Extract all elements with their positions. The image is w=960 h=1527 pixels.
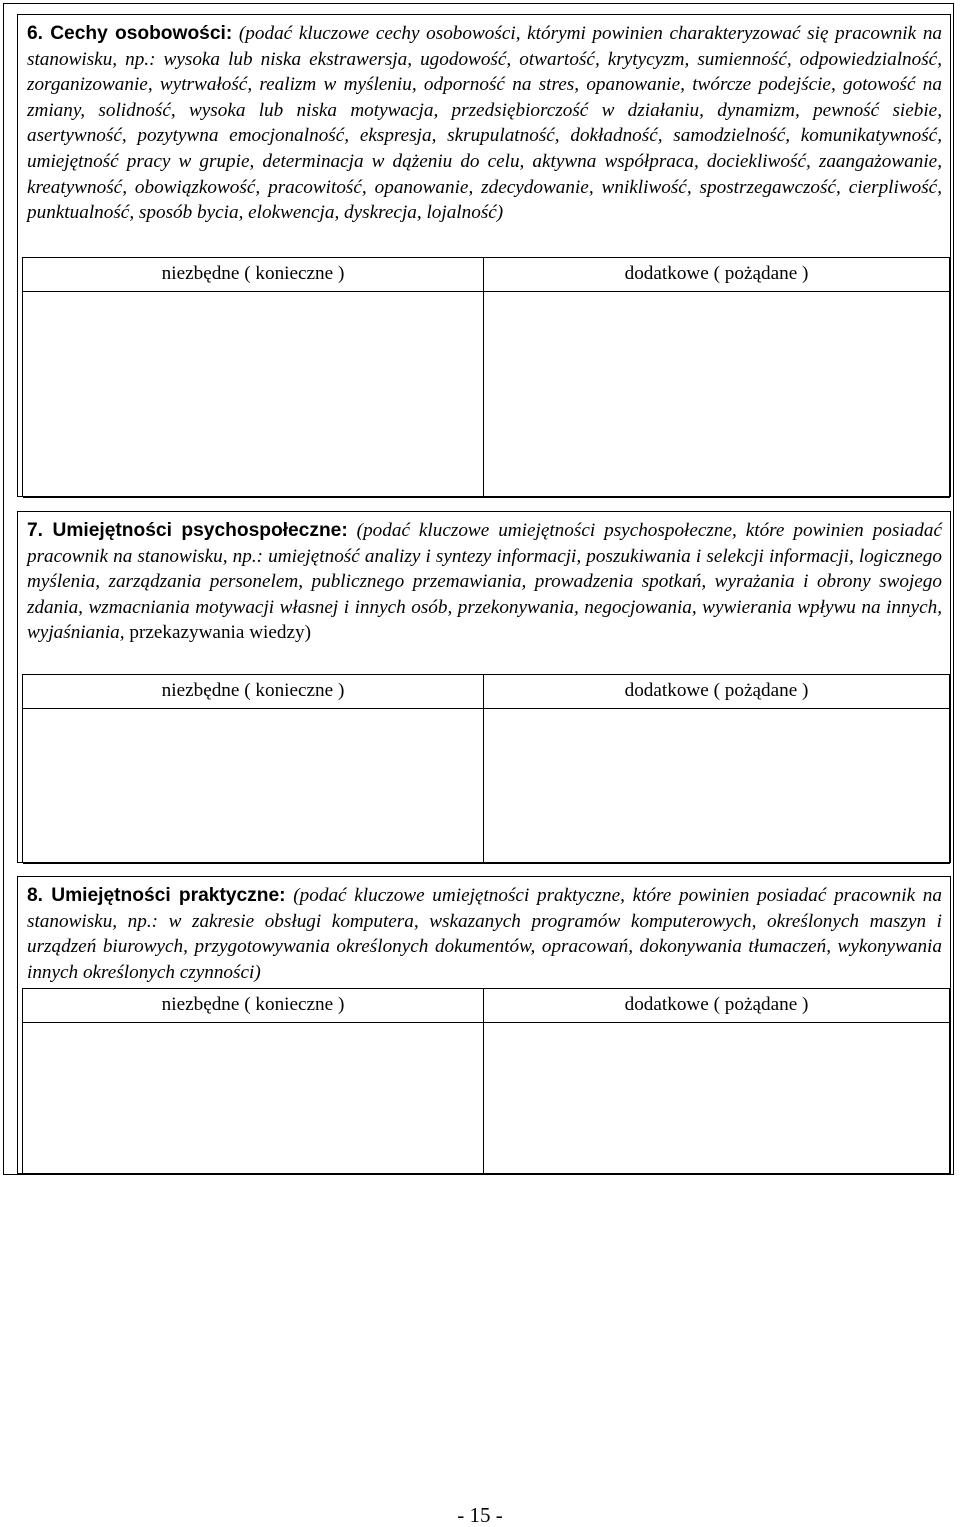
section-practical-skills [17,876,951,1174]
section-title: 6. Cechy osobowości: [27,23,233,44]
required-traits-field[interactable] [23,292,484,498]
table-row [23,292,950,498]
table-row [23,709,950,864]
table-header-row [23,258,950,292]
section-instructions: (podać kluczowe umiejętności psychospołeczne, które powinien posiadać pracownik na stanowisku, np.: umiejętność analizy i syntezy informacji, poszukiwania i selekcji informacji, logicznego myślenia, zarządzania personelem, publicznego przemawiania, prowadzenia spotkań, wyrażania i obrony swojego zdania, wzmacniania motywacji własnej i innych osób, przekonywania, negocjowania, wywierania wpływu na innych, wyjaśniania, [27,520,942,644]
table-header-row [23,675,950,709]
section-description [18,512,950,646]
column-header-optional: dodatkowe ( pożądane ) [484,989,950,1022]
section-personality-traits [17,14,951,497]
practical-skills-table [22,988,950,1174]
section-instructions: (podać kluczowe umiejętności praktyczne, które powinien posiadać pracownik na stanowisku, np.: w zakresie obsługi komputera, wskazanych programów komputerowych, określonych maszyn i urządzeń biurowych, przygotowywania określonych dokumentów, opracowań, dokonywania tłumaczeń, wykonywania innych określonych czynności) [27,885,942,983]
section-psychosocial-skills [17,511,951,863]
page-number: - 15 - [457,1503,503,1527]
section-description [18,877,950,985]
column-header-optional: dodatkowe ( pożądane ) [484,675,950,708]
section-description [18,15,950,226]
optional-practical-skills-field[interactable] [484,1023,950,1175]
section-instructions-tail: przekazywania wiedzy) [124,622,311,644]
psychosocial-skills-table [22,674,950,863]
section-title: 8. Umiejętności praktyczne: [27,885,286,906]
required-practical-skills-field[interactable] [23,1023,484,1175]
traits-table [22,257,950,497]
section-title: 7. Umiejętności psychospołeczne: [27,520,348,541]
column-header-required: niezbędne ( konieczne ) [23,989,484,1022]
table-row [23,1023,950,1175]
table-header-row [23,989,950,1023]
column-header-required: niezbędne ( konieczne ) [23,258,484,291]
section-instructions: (podać kluczowe cechy osobowości, którymi powinien charakteryzować się pracownik na stanowisku, np.: wysoka lub niska ekstrawersja, ugodowość, otwartość, krytycyzm, sumienność, odpowiedzialność, zorganizowanie, wytrwałość, realizm w myśleniu, odporność na stres, opanowanie, twórcze podejście, gotowość na zmiany, solidność, wysoka lub niska motywacja, przedsiębiorczość w działaniu, dynamizm, pewność siebie, asertywność, pozytywna emocjonalność, ekspresja, skrupulatność, dokładność, samodzielność, komunikatywność, umiejętność pracy w grupie, determinacja w dążeniu do celu, aktywna współpraca, dociekliwość, zaangażowanie, kreatywność, obowiązkowość, pracowitość, opanowanie, zdecydowanie, wnikliwość, spostrzegawczość, cierpliwość, punktualność, sposób bycia, elokwencja, dyskrecja, lojalność) [27,23,943,224]
required-psychosocial-skills-field[interactable] [23,709,484,864]
optional-psychosocial-skills-field[interactable] [484,709,950,864]
column-header-required: niezbędne ( konieczne ) [23,675,484,708]
column-header-optional: dodatkowe ( pożądane ) [484,258,950,291]
optional-traits-field[interactable] [484,292,950,498]
